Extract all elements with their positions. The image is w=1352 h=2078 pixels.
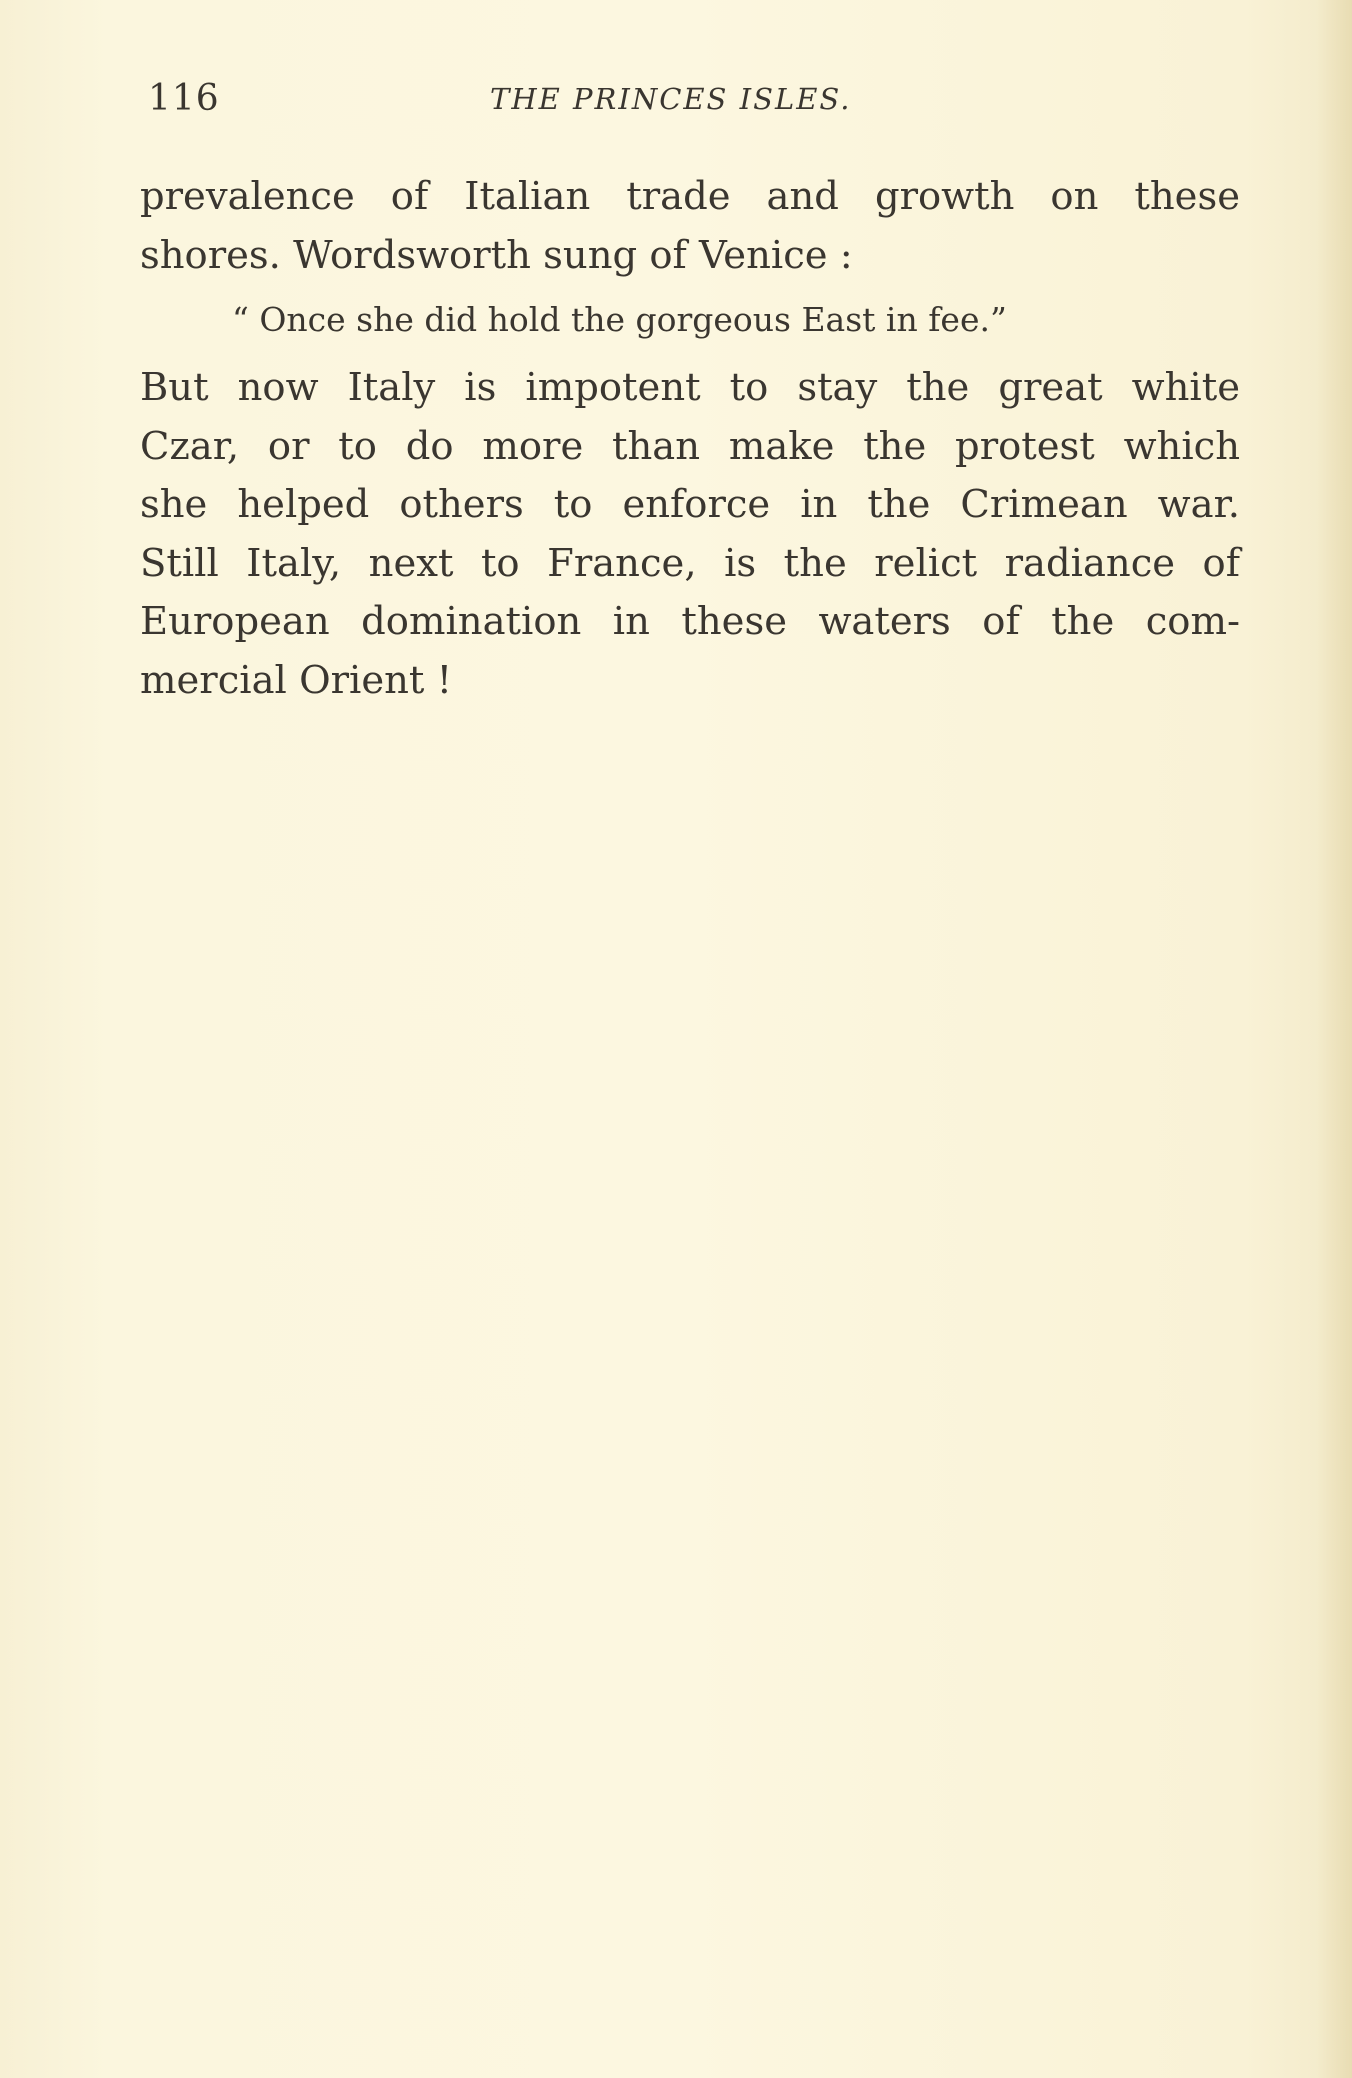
page-number: 116 <box>148 78 220 119</box>
page-header <box>148 78 1248 128</box>
block-quote: “ Once she did hold the gorgeous East in fee.” <box>232 300 1007 339</box>
text-line: European domination in these waters of the com- <box>140 599 1240 644</box>
text-line: prevalence of Italian trade and growth on these <box>140 174 1240 219</box>
text-line: she helped others to enforce in the Crimean war. <box>140 482 1240 527</box>
text-line: shores. Wordsworth sung of Venice : <box>140 232 853 278</box>
page-edge-shadow <box>1316 0 1352 2078</box>
running-head: THE PRINCES ISLES. <box>490 82 852 116</box>
text-line: Still Italy, next to France, is the relict radiance of <box>140 540 1240 586</box>
body-text <box>140 168 1240 710</box>
text-line: But now Italy is impotent to stay the great white <box>140 365 1240 410</box>
text-line: mercial Orient ! <box>140 657 453 703</box>
text-line: Czar, or to do more than make the protest which <box>140 423 1240 469</box>
